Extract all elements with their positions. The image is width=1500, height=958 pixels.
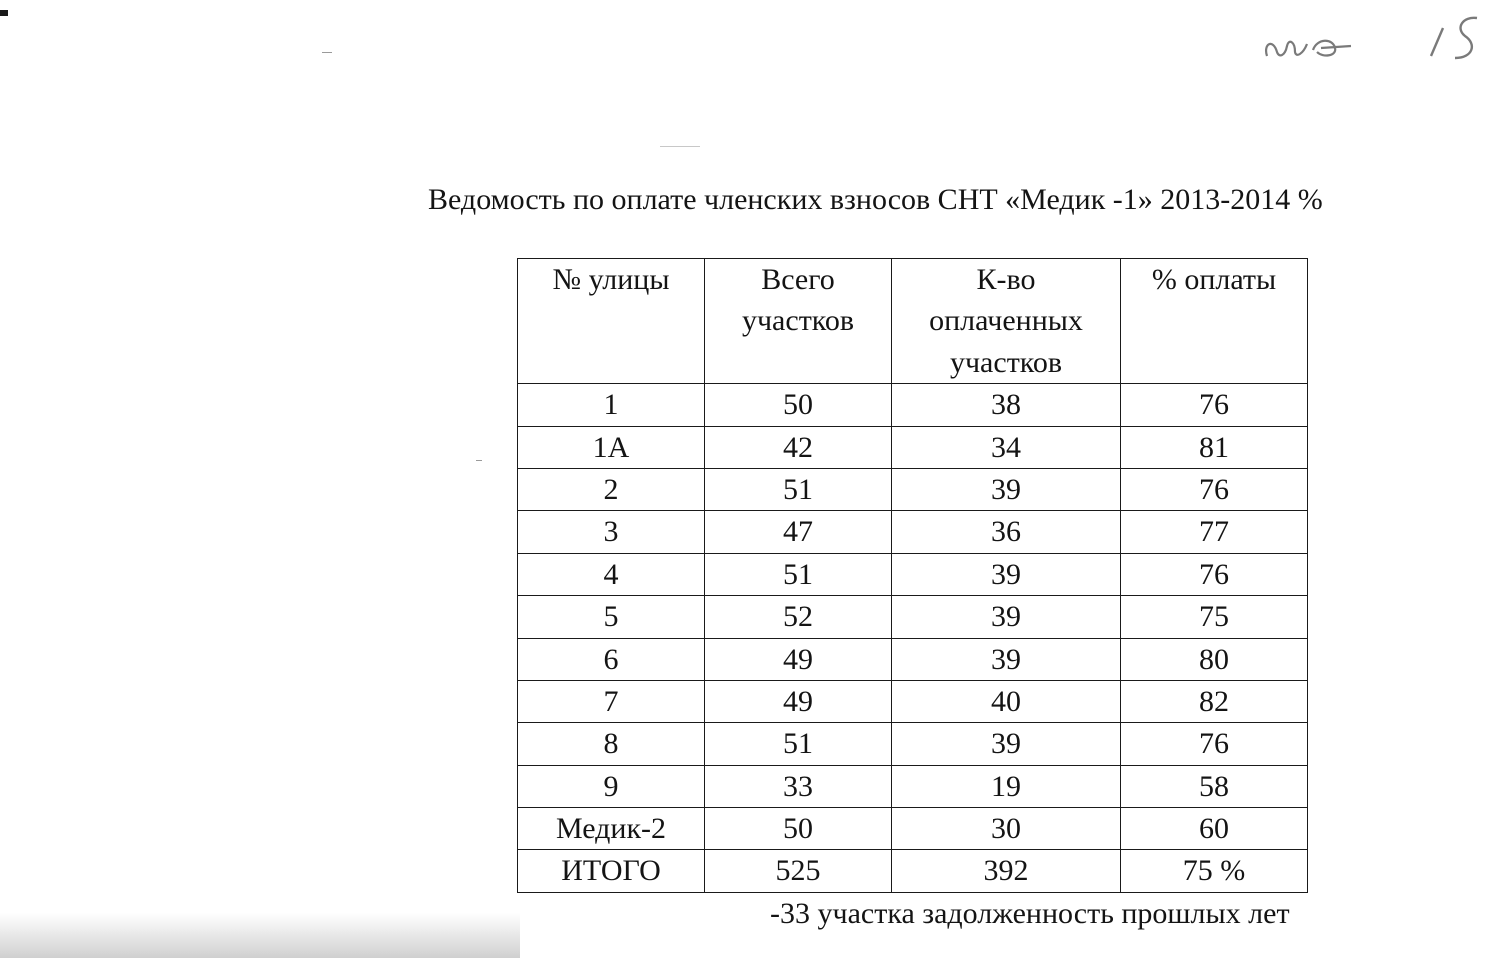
cell-total-percent: 75 % — [1121, 850, 1308, 892]
scan-edge-mark — [0, 10, 8, 16]
table-row — [518, 426, 1308, 468]
cell-total: 52 — [705, 596, 892, 638]
payment-table — [517, 258, 1308, 893]
cell-street: 2 — [518, 468, 705, 510]
cell-total: 33 — [705, 765, 892, 807]
cell-paid: 30 — [892, 808, 1121, 850]
cell-percent: 75 — [1121, 596, 1308, 638]
cell-street: 9 — [518, 765, 705, 807]
cell-total-plots: 525 — [705, 850, 892, 892]
cell-paid: 34 — [892, 426, 1121, 468]
table-row — [518, 638, 1308, 680]
cell-total-paid: 392 — [892, 850, 1121, 892]
cell-total: 51 — [705, 553, 892, 595]
cell-street: Медик-2 — [518, 808, 705, 850]
cell-paid: 38 — [892, 384, 1121, 426]
cell-percent: 58 — [1121, 765, 1308, 807]
cell-total-label: ИТОГО — [518, 850, 705, 892]
cell-paid: 39 — [892, 723, 1121, 765]
cell-percent: 60 — [1121, 808, 1308, 850]
cell-percent: 76 — [1121, 468, 1308, 510]
cell-paid: 36 — [892, 511, 1121, 553]
cell-percent: 80 — [1121, 638, 1308, 680]
cell-percent: 76 — [1121, 384, 1308, 426]
header-street-number: № улицы — [518, 259, 705, 384]
cell-total: 51 — [705, 723, 892, 765]
cell-total: 50 — [705, 384, 892, 426]
cell-total: 50 — [705, 808, 892, 850]
cell-street: 1 — [518, 384, 705, 426]
header-total-plots: Всего участков — [705, 259, 892, 384]
cell-percent: 76 — [1121, 723, 1308, 765]
document-title: Ведомость по оплате членских взносов СНТ «Медик -1» 2013-2014 % — [428, 183, 1323, 216]
table-total-row — [518, 850, 1308, 892]
table-row — [518, 511, 1308, 553]
cell-paid: 39 — [892, 596, 1121, 638]
cell-street: 4 — [518, 553, 705, 595]
table-row — [518, 723, 1308, 765]
header-payment-percent: % оплаты — [1121, 259, 1308, 384]
cell-total: 47 — [705, 511, 892, 553]
header-paid-plots: К-во оплаченных участков — [892, 259, 1121, 384]
cell-paid: 40 — [892, 680, 1121, 722]
table-row — [518, 384, 1308, 426]
cell-percent: 77 — [1121, 511, 1308, 553]
scan-dash — [322, 52, 332, 53]
cell-total: 49 — [705, 680, 892, 722]
table-row — [518, 596, 1308, 638]
cell-percent: 76 — [1121, 553, 1308, 595]
cell-paid: 39 — [892, 638, 1121, 680]
scan-shadow — [0, 913, 520, 958]
cell-paid: 19 — [892, 765, 1121, 807]
cell-percent: 81 — [1121, 426, 1308, 468]
cell-total: 51 — [705, 468, 892, 510]
cell-total: 42 — [705, 426, 892, 468]
table-row — [518, 808, 1308, 850]
handwritten-mark — [1255, 8, 1495, 68]
table-row — [518, 553, 1308, 595]
table-row — [518, 468, 1308, 510]
table-row — [518, 680, 1308, 722]
cell-percent: 82 — [1121, 680, 1308, 722]
debt-footnote: -33 участка задолженность прошлых лет — [770, 897, 1290, 930]
cell-street: 5 — [518, 596, 705, 638]
scan-dash — [476, 460, 482, 461]
cell-paid: 39 — [892, 468, 1121, 510]
cell-street: 1А — [518, 426, 705, 468]
cell-total: 49 — [705, 638, 892, 680]
cell-street: 6 — [518, 638, 705, 680]
scan-dash — [660, 146, 700, 147]
cell-street: 7 — [518, 680, 705, 722]
table-header-row — [518, 259, 1308, 384]
cell-paid: 39 — [892, 553, 1121, 595]
cell-street: 3 — [518, 511, 705, 553]
table-row — [518, 765, 1308, 807]
cell-street: 8 — [518, 723, 705, 765]
